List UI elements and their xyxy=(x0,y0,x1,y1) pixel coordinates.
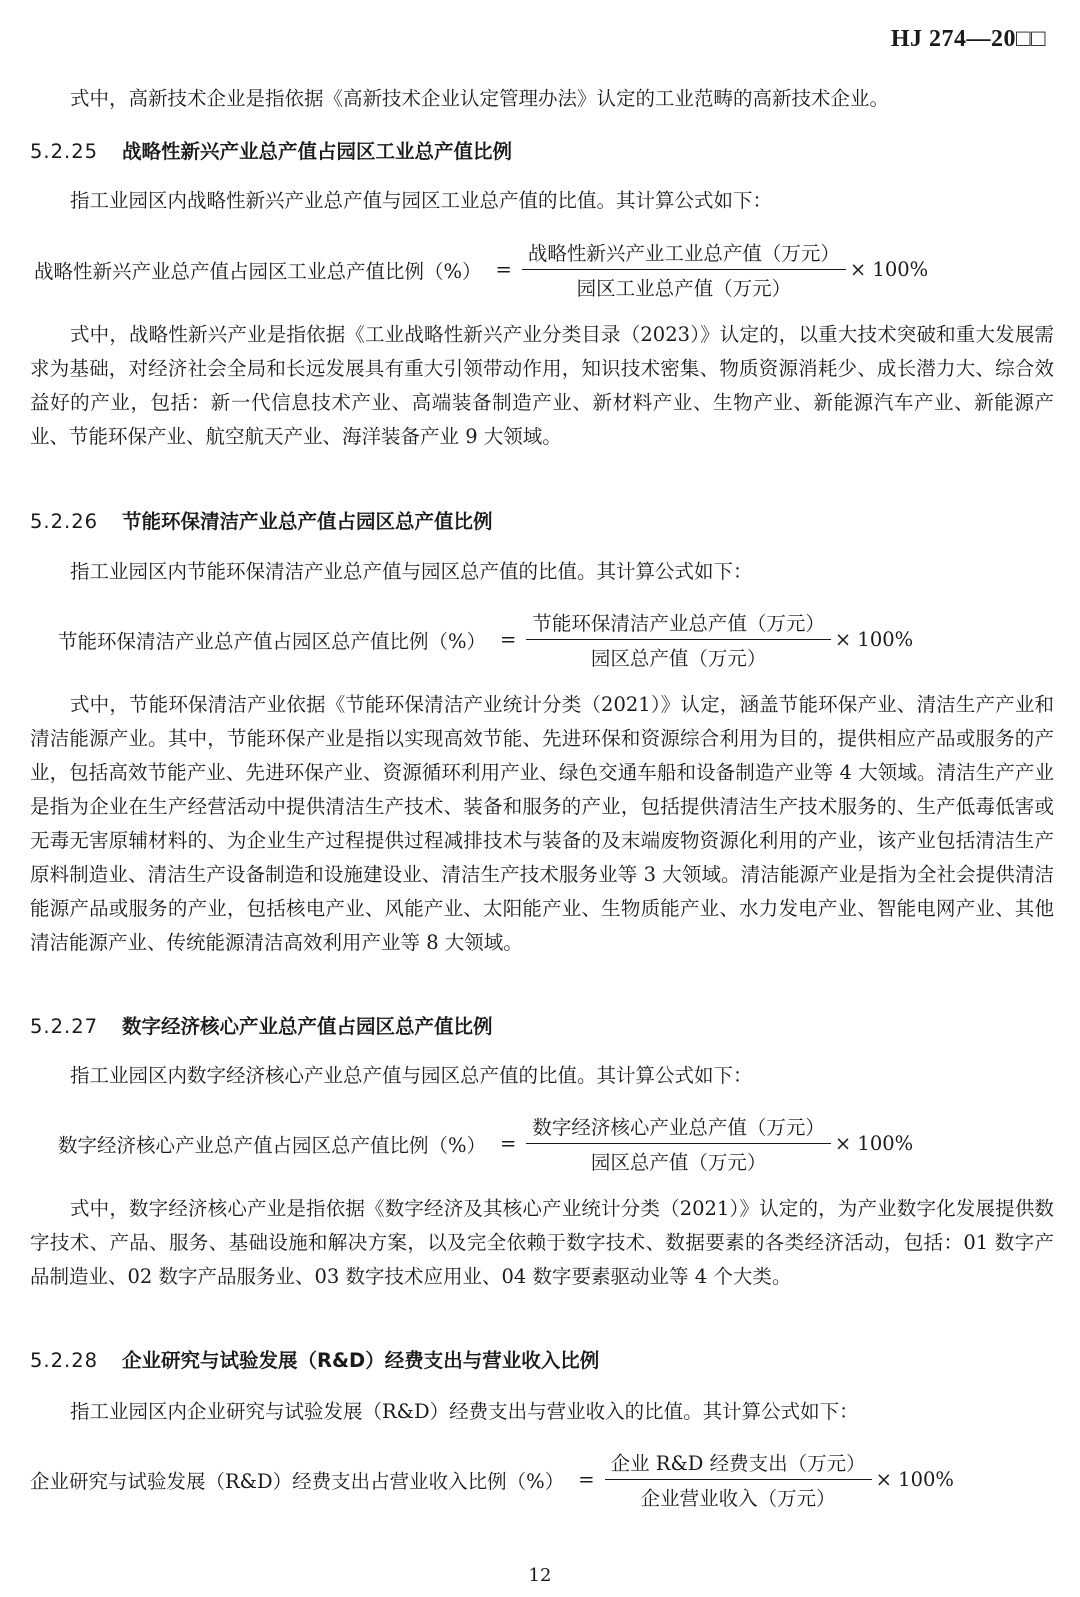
section-note: 式中，战略性新兴产业是指依据《工业战略性新兴产业分类目录（2023）》认定的，以重大技术突破和重大发展需求为基础，对经济社会全局和长远发展具有重大引领带动作用，知识技术密集、物质资源消耗少、成长潜力大、综合效益好的产业，包括：新一代信息技术产业、高端装备制造产业、新材料产业、生物产业、新能源汽车产业、新能源产业、节能环保产业、航空航天产业、海洋装备产业 9 大领域。 xyxy=(30,323,1054,448)
formula-equals: = xyxy=(578,1468,595,1491)
section-number: 5.2.26 xyxy=(30,510,99,533)
formula-denominator: 园区工业总产值（万元） xyxy=(576,277,792,300)
formula-fraction xyxy=(526,1112,831,1175)
formula-fraction xyxy=(526,608,831,671)
section-heading-5-2-26 xyxy=(30,507,493,537)
intro-paragraph: 式中，高新技术企业是指依据《高新技术企业认定管理办法》认定的工业范畴的高新技术企业。 xyxy=(70,87,890,110)
formula-multiplier: × 100% xyxy=(834,1132,914,1155)
formula-multiplier: × 100% xyxy=(849,258,929,281)
section-number: 5.2.27 xyxy=(30,1015,99,1038)
formula-5-2-28 xyxy=(30,1448,954,1511)
section-heading-5-2-27 xyxy=(30,1012,493,1042)
formula-5-2-25 xyxy=(34,238,928,301)
section-note: 式中，数字经济核心产业是指依据《数字经济及其核心产业统计分类（2021）》认定的，为产业数字化发展提供数字技术、产品、服务、基础设施和解决方案，以及完全依赖于数字技术、数据要素的各类经济活动，包括：01 数字产品制造业、02 数字产品服务业、03 数字技术应用业、04 数字要素驱动业等 4 个大类。 xyxy=(30,1197,1054,1288)
formula-numerator: 战略性新兴产业工业总产值（万元） xyxy=(527,242,840,265)
formula-multiplier: × 100% xyxy=(875,1468,954,1491)
formula-lhs: 数字经济核心产业总产值占园区总产值比例（%） xyxy=(58,1133,487,1157)
formula-denominator: 企业营业收入（万元） xyxy=(640,1487,836,1510)
section-title: 企业研究与试验发展（R&D）经费支出与营业收入比例 xyxy=(122,1349,600,1372)
section-number: 5.2.28 xyxy=(30,1349,99,1372)
section-definition: 指工业园区内节能环保清洁产业总产值与园区总产值的比值。其计算公式如下： xyxy=(70,560,753,583)
section-title: 战略性新兴产业总产值占园区工业总产值比例 xyxy=(122,140,513,163)
section-heading-5-2-28 xyxy=(30,1346,599,1376)
section-number: 5.2.25 xyxy=(30,140,99,163)
standard-code: HJ 274—20□□ xyxy=(890,26,1046,52)
formula-numerator: 企业 R&D 经费支出（万元） xyxy=(610,1452,866,1475)
formula-5-2-26 xyxy=(58,608,913,671)
formula-equals: = xyxy=(500,628,517,651)
formula-numerator: 数字经济核心产业总产值（万元） xyxy=(532,1116,825,1139)
section-note: 式中，节能环保清洁产业依据《节能环保清洁产业统计分类（2021）》认定，涵盖节能环保产业、清洁生产产业和清洁能源产业。其中，节能环保产业是指以实现高效节能、先进环保和资源综合利用为目的，提供相应产品或服务的产业，包括高效节能产业、先进环保产业、资源循环利用产业、绿色交通车船和设备制造产业等 4 大领域。清洁生产产业是指为企业在生产经营活动中提供清洁生产技术、装备和服务的产业，包括提供清洁生产技术服务的、生产低毒低害或无毒无害原辅材料的、为企业生产过程提供过程减排技术与装备的及末端废物资源化利用的产业，该产业包括清洁生产原料制造业、清洁生产设备制造和设施建设业、清洁生产技术服务业等 3 大领域。清洁能源产业是指为全社会提供清洁能源产品或服务的产业，包括核电产业、风能产业、太阳能产业、生物质能产业、水力发电产业、智能电网产业、其他清洁能源产业、传统能源清洁高效利用产业等 8 大领域。 xyxy=(30,693,1054,954)
section-heading-5-2-25 xyxy=(30,137,512,167)
formula-lhs: 企业研究与试验发展（R&D）经费支出占营业收入比例（%） xyxy=(30,1469,565,1493)
section-title: 节能环保清洁产业总产值占园区总产值比例 xyxy=(122,510,493,533)
formula-multiplier: × 100% xyxy=(834,628,914,651)
section-title: 数字经济核心产业总产值占园区总产值比例 xyxy=(122,1015,493,1038)
section-definition: 指工业园区内战略性新兴产业总产值与园区工业总产值的比值。其计算公式如下： xyxy=(70,189,773,212)
section-definition: 指工业园区内企业研究与试验发展（R&D）经费支出与营业收入的比值。其计算公式如下： xyxy=(70,1400,859,1423)
formula-numerator: 节能环保清洁产业总产值（万元） xyxy=(532,612,825,635)
formula-denominator: 园区总产值（万元） xyxy=(590,1151,767,1174)
formula-equals: = xyxy=(495,258,512,281)
formula-fraction xyxy=(522,238,846,301)
formula-equals: = xyxy=(500,1132,517,1155)
formula-lhs: 战略性新兴产业总产值占园区工业总产值比例（%） xyxy=(34,259,482,283)
formula-5-2-27 xyxy=(58,1112,913,1175)
formula-denominator: 园区总产值（万元） xyxy=(590,647,767,670)
page-number: 12 xyxy=(528,1565,552,1586)
formula-lhs: 节能环保清洁产业总产值占园区总产值比例（%） xyxy=(58,629,487,653)
formula-fraction xyxy=(605,1448,872,1511)
section-definition: 指工业园区内数字经济核心产业总产值与园区总产值的比值。其计算公式如下： xyxy=(70,1064,753,1087)
